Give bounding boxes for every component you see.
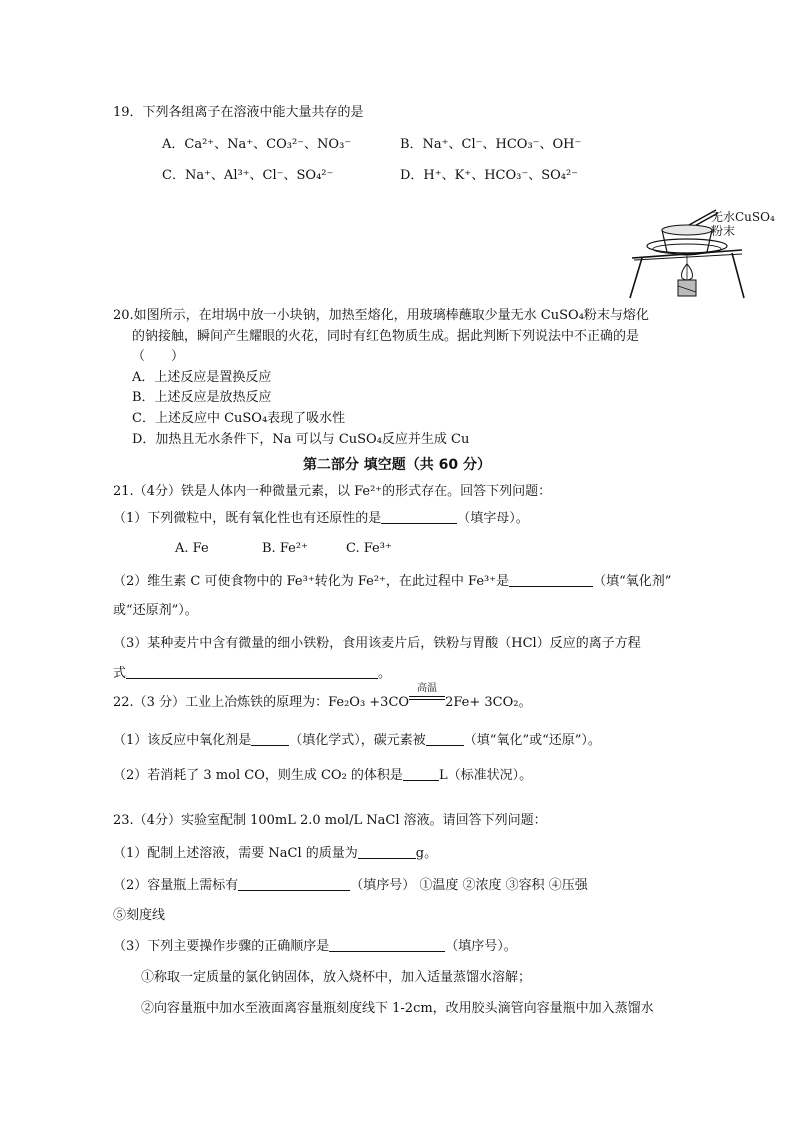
q22-part2-text: （2）若消耗了 3 mol CO，则生成 CO₂ 的体积是 <box>113 768 403 783</box>
figure-label-cuso4: 无水CuSO₄ <box>711 210 775 224</box>
q21-part2-text: （2）维生素 C 可使食物中的 Fe³⁺转化为 Fe²⁺，在此过程中 Fe³⁺是 <box>113 574 510 589</box>
q22-part2-volume-blank[interactable] <box>403 766 439 781</box>
q23-step-2: ②向容量瓶中加水至液面离容量瓶刻度线下 1-2cm，改用胶头滴管向容量瓶中加入蒸馏水 <box>141 1001 654 1016</box>
q21-option-b: B. Fe²⁺ <box>262 541 308 556</box>
q22-stem <box>113 683 532 712</box>
q20-option-c: C．上述反应中 CuSO₄表现了吸水性 <box>132 411 346 426</box>
q20-line-1: 20.如图所示，在坩埚中放一小块钠，加热至熔化，用玻璃棒蘸取少量无水 CuSO₄粉末与熔化 <box>113 308 649 323</box>
q23-part3-text: （3）下列主要操作步骤的正确顺序是 <box>113 939 330 954</box>
q21-part3-line2 <box>113 664 391 683</box>
q22-part1 <box>113 731 601 750</box>
q22-part1-carbon-blank[interactable] <box>426 731 464 746</box>
q22-condition: 高温 <box>417 683 438 694</box>
q19-option-d: D．H⁺、K⁺、HCO₃⁻、SO₄²⁻ <box>400 168 579 183</box>
q21-part3-prefix: 式 <box>113 666 127 681</box>
q22-part1-hint: （填“氧化”或“还原”）。 <box>463 733 601 748</box>
q19-option-a: A．Ca²⁺、Na⁺、CO₃²⁻、NO₃⁻ <box>162 137 352 152</box>
q23-part2-answer-blank[interactable] <box>238 876 350 891</box>
q22-part2-hint: L（标准状况）。 <box>438 768 533 783</box>
q22-equation-arrow <box>409 683 445 706</box>
part2-title: 第二部分 填空题（共 60 分） <box>302 457 492 473</box>
q23-stem: 23.（4分）实验室配制 100mL 2.0 mol/L NaCl 溶液。请回答下列问题： <box>113 813 547 828</box>
q23-part2-line2: ⑤刻度线 <box>113 908 166 923</box>
q22-equation-right: 2Fe+ 3CO₂。 <box>445 695 532 710</box>
q22-part1-oxidant-blank[interactable] <box>251 731 289 746</box>
q19-option-c: C．Na⁺、Al³⁺、Cl⁻、SO₄²⁻ <box>162 168 334 183</box>
q23-part1-unit: g。 <box>415 846 438 861</box>
q21-part1 <box>113 509 529 528</box>
q23-part3-answer-blank[interactable] <box>329 937 445 952</box>
q21-part3-answer-blank[interactable] <box>126 664 378 679</box>
q20-line-2: 的钠接触，瞬间产生耀眼的火花，同时有红色物质生成。据此判断下列说法中不正确的是 <box>132 329 640 344</box>
q21-part2-hint: （填“氧化剂” <box>593 574 672 589</box>
q20-option-d: D．加热且无水条件下，Na 可以与 CuSO₄反应并生成 Cu <box>132 432 470 447</box>
q21-option-c: C. Fe³⁺ <box>346 541 392 556</box>
q21-option-a: A. Fe <box>175 541 209 556</box>
q23-part2-options: （填序号） ①温度 ②浓度 ③容积 ④压强 <box>350 878 588 893</box>
q23-part2 <box>113 876 588 895</box>
q22-equation-left: 22.（3 分）工业上冶炼铁的原理为：Fe₂O₃ +3CO <box>113 695 410 710</box>
q21-part2 <box>113 572 671 591</box>
crucible-apparatus-figure <box>612 200 775 304</box>
q20-option-a: A．上述反应是置换反应 <box>132 370 272 385</box>
q20-line-3: （ ） <box>132 349 185 364</box>
q21-part2-answer-blank[interactable] <box>509 572 593 587</box>
figure-label-powder: 粉末 <box>711 224 736 238</box>
q21-part3-end: 。 <box>378 666 392 681</box>
q23-part3 <box>113 937 517 956</box>
q23-part1-text: （1）配制上述溶液，需要 NaCl 的质量为 <box>113 846 358 861</box>
q19-stem: 19．下列各组离子在溶液中能大量共存的是 <box>113 105 364 120</box>
q21-part2-line2: 或“还原剂”）。 <box>113 603 198 618</box>
q23-part3-hint: （填序号）。 <box>445 939 517 954</box>
q23-step-1: ①称取一定质量的氯化钠固体，放入烧杯中，加入适量蒸馏水溶解； <box>141 970 532 985</box>
q23-part1-mass-blank[interactable] <box>358 844 416 859</box>
q21-part1-hint: （填字母）。 <box>457 511 529 526</box>
q23-part2-text: （2）容量瓶上需标有 <box>113 878 239 893</box>
q21-part1-answer-blank[interactable] <box>381 509 457 524</box>
q21-part1-text: （1）下列微粒中，既有氧化性也有还原性的是 <box>113 511 382 526</box>
q20-option-b: B．上述反应是放热反应 <box>132 390 272 405</box>
q21-part3-line1: （3）某种麦片中含有微量的细小铁粉，食用该麦片后，铁粉与胃酸（HCl）反应的离子方程 <box>113 636 641 651</box>
q23-part1 <box>113 844 437 863</box>
q21-stem: 21.（4分）铁是人体内一种微量元素，以 Fe²⁺的形式存在。回答下列问题： <box>113 484 552 499</box>
q22-part1-mid: （填化学式），碳元素被 <box>289 733 426 748</box>
q19-option-b: B．Na⁺、Cl⁻、HCO₃⁻、OH⁻ <box>400 137 582 152</box>
q22-part1-text: （1）该反应中氧化剂是 <box>113 733 252 748</box>
q22-part2 <box>113 766 532 785</box>
